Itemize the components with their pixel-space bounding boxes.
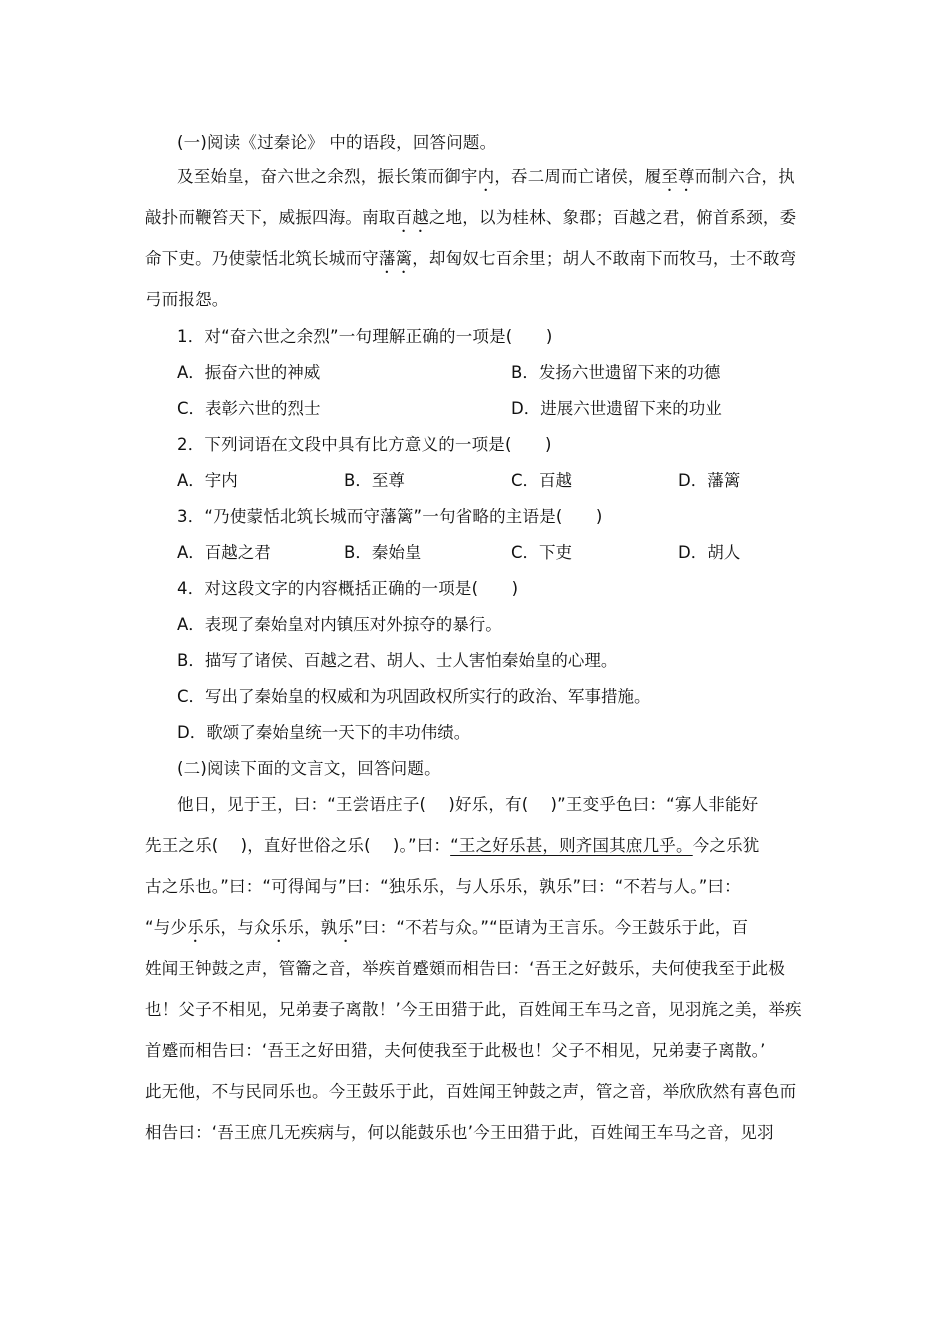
emphasis-word: 藩篱 [378,249,413,268]
emphasis-word: 乐 [270,918,288,937]
q1-option-d: D．进展六世遗留下来的功业 [511,399,722,418]
passage-line-2: 敲扑而鞭笞天下，威振四海。南取百越之地，以为桂林、象郡；百越之君，俯首系颈，委 [145,208,797,227]
section1-heading: (一)阅读《过秦论》 中的语段，回答问题。 [177,133,497,152]
passage-line-3: 命下吏。乃使蒙恬北筑长城而守藩篱，却匈奴七百余里；胡人不敢南下而牧马，士不敢弯 [145,249,797,268]
passage-line-1: 及至始皇，奋六世之余烈，振长策而御宇内，吞二周而亡诸侯，履至尊而制六合，执 [177,167,795,186]
q3-option-c: C．下吏 [511,543,573,562]
q1-option-c: C．表彰六世的烈士 [177,399,321,418]
text-line-5: 姓闻王钟鼓之声，管籥之音，举疾首蹙頞而相告曰：‘吾王之好鼓乐，夫何使我至于此极 [145,959,786,978]
emphasis-word: 乐 [337,918,355,937]
q4-option-c: C．写出了秦始皇的权威和为巩固政权所实行的政治、军事措施。 [177,687,651,706]
q2-option-a: A．宇内 [177,471,238,490]
emphasis-word: 内 [477,167,495,186]
q3-option-d: D．胡人 [678,543,741,562]
q3-option-b: B．秦始皇 [344,543,422,562]
q2-option-b: B．至尊 [344,471,405,490]
text-line-8: 此无他，不与民同乐也。今王鼓乐于此，百姓闻王钟鼓之声，管之音，举欣欣然有喜色而 [145,1082,797,1101]
q1-option-a: A．振奋六世的神威 [177,363,321,382]
question-3-stem: 3．“乃使蒙恬北筑长城而守藩篱”一句省略的主语是( ) [177,507,603,526]
text-line-4: “与少乐乐，与众乐乐，孰乐”曰：“不若与众。”“臣请为王言乐。今王鼓乐于此，百 [145,918,749,937]
q4-option-a: A．表现了秦始皇对内镇压对外掠夺的暴行。 [177,615,502,634]
q4-option-d: D．歌颂了秦始皇统一天下的丰功伟绩。 [177,723,471,742]
q4-option-b: B．描写了诸侯、百越之君、胡人、士人害怕秦始皇的心理。 [177,651,618,670]
text-line-3: 古之乐也。”曰：“可得闻与”曰：“独乐乐，与人乐乐，孰乐”曰：“不若与人。”曰： [145,877,741,896]
emphasis-word: 百越 [395,208,429,227]
q2-option-c: C．百越 [511,471,573,490]
passage-line-4: 弓而报怨。 [145,290,229,309]
question-4-stem: 4．对这段文字的内容概括正确的一项是( ) [177,579,519,598]
text-line-2: 先王之乐( )，直好世俗之乐( )。”曰：“王之好乐甚，则齐国其庶几乎。今之乐犹 [145,836,760,855]
text-line-1: 他日，见于王，曰：“王尝语庄子( )好乐，有( )”王变乎色曰：“寡人非能好 [177,795,759,814]
emphasis-word: 乐 [187,918,204,937]
q1-option-b: B．发扬六世遗留下来的功德 [511,363,721,382]
q2-option-d: D．藩篱 [678,471,741,490]
text-line-7: 首蹙而相告曰：‘吾王之好田猎，夫何使我至于此极也！父子不相见，兄弟妻子离散。’ [145,1041,766,1060]
text-line-6: 也！父子不相见，兄弟妻子离散！’今王田猎于此，百姓闻王车马之音，见羽旄之美，举疾 [145,1000,802,1019]
emphasis-word: 至尊 [661,167,695,186]
underlined-sentence: “王之好乐甚，则齐国其庶几乎。 [450,836,693,855]
question-1-stem: 1．对“奋六世之余烈”一句理解正确的一项是( ) [177,327,553,346]
question-2-stem: 2．下列词语在文段中具有比方意义的一项是( ) [177,435,552,454]
q3-option-a: A．百越之君 [177,543,271,562]
section2-heading: (二)阅读下面的文言文，回答问题。 [177,759,441,778]
text-line-9: 相告曰：‘吾王庶几无疾病与，何以能鼓乐也’今王田猎于此，百姓闻王车马之音，见羽 [145,1123,774,1142]
